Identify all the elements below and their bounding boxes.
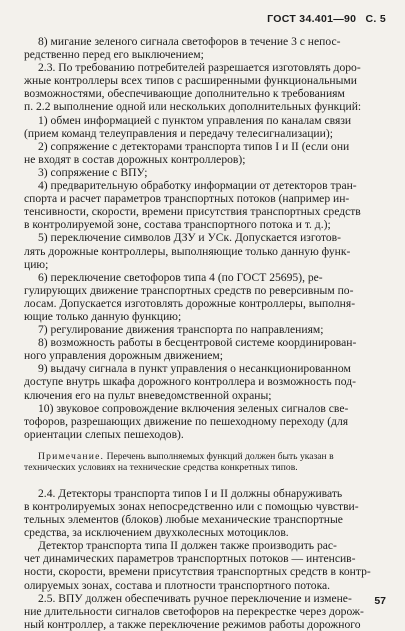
text-line: п. 2.2 выполнение одной или нескольких дополнительных функций: [24, 100, 362, 114]
text-line: 10) звуковое сопровождение включения зеленых сигналов све- [38, 401, 349, 415]
text-line: ние длительности сигналов светофоров на перекрестке через дорож- [24, 604, 364, 618]
text-line: 2) сопряжение с детекторами транспорта типов I и II (если они [38, 139, 350, 153]
text-line: ющие только данную функцию; [24, 309, 182, 323]
text-line: средства, за исключением двухколесных мотоциклов. [24, 526, 289, 540]
text-line: тенсивности, скорости, времени присутствия транспортных средств [24, 205, 361, 219]
text-line: 6) переключение светофоров типа 4 (по ГОСТ 25695), ре- [38, 270, 323, 284]
text-line: гулирующих движение транспортных средств по реверсивным по- [24, 283, 354, 297]
note-line [24, 451, 386, 463]
note-label: Примечание. [38, 450, 105, 462]
page-header [24, 11, 386, 27]
text-line: 2.3. По требованию потребителей разрешается изготовлять доро- [38, 61, 361, 75]
text-line: ный контроллер, а также переключение режимов работы дорожного [24, 617, 361, 631]
note-text: Перечень выполняемых функций должен быть указан в [104, 450, 334, 462]
text-line: 3) сопряжение с ВПУ; [38, 165, 148, 179]
text-line: тофоров, разрешающих движение по пешеходному переходу (для [24, 414, 349, 428]
text-line: тельных элементов (блоков) любые механические транспортные [24, 513, 343, 527]
text-line: ориентации слепых пешеходов). [24, 427, 184, 441]
standard-designation: ГОСТ 34.401—90 [267, 13, 357, 25]
secondary-text-block [24, 487, 386, 631]
note-block [24, 451, 386, 474]
text-line: ключения его на пульт вневедомственной охраны; [24, 388, 272, 402]
text-line: Детектор транспорта типа II должен также производить рас- [38, 539, 337, 553]
text-line: в контролируемых зонах непосредственно или с помощью чувстви- [24, 500, 359, 513]
text-line: 4) предварительную обработку информации от детекторов тран- [38, 179, 357, 193]
text-line: 9) выдачу сигнала в пункт управления о несанкционированном [38, 362, 351, 376]
text-line: лосам. Допускается изготовлять дорожные контроллеры, выполня- [24, 296, 356, 310]
text-line: ного управления дорожным движением; [24, 349, 223, 363]
text-line: лять дорожные контроллеры, выполняющие только данную функ- [24, 244, 351, 258]
text-line: олируемых зонах, состава и плотности транспортного потока. [24, 578, 331, 592]
text-line: ности, скорости, времени присутствия транспортных средств в контр- [24, 565, 371, 579]
text-line: 5) переключение символов ДЗУ и УСк. Допускается изготов- [38, 231, 342, 245]
text-line: возможностями, обеспечивающие дополнительно к требованиям [24, 87, 345, 101]
text-line: не входят в состав дорожных контроллеров); [24, 152, 246, 166]
text-line: 2.5. ВПУ должен обеспечивать ручное переключение и измене- [38, 591, 352, 605]
text-line: 8) мигание зеленого сигнала светофоров в течение 3 с непос- [38, 35, 341, 48]
text-line: 1) обмен информацией с пунктом управления по каналам связи [38, 113, 352, 127]
text-line: жные контроллеры всех типов с расширенными функциональными [24, 74, 357, 88]
text-line: 7) регулирование движения транспорта по направлениям; [38, 323, 324, 337]
text-line: спорта и расчет параметров транспортных потоков (например ин- [24, 192, 350, 206]
header-page-ref: С. 5 [365, 13, 386, 25]
text-line: 8) возможность работы в бесцентровой системе координирован- [38, 336, 357, 350]
text-line: чет динамических параметров транспортных потоков — интенсив- [24, 552, 356, 566]
text-line: 2.4. Детекторы транспорта типов I и II должны обнаруживать [38, 486, 343, 500]
text-line: (прием команд телеуправления и передачу телесигнализации); [24, 126, 333, 140]
text-line: редственно перед его выключением; [24, 48, 204, 62]
text-line: доступе внутрь шкафа дорожного контроллера и возможность под- [24, 375, 356, 389]
text-line: цию; [24, 257, 49, 271]
text-line: в контролируемой зоне, состава транспортного потока и т. д.); [24, 218, 331, 232]
main-text-block [24, 35, 386, 441]
page-number: 57 [374, 595, 386, 607]
note-line: технических условиях на технические средства конкретных типов. [24, 462, 298, 474]
